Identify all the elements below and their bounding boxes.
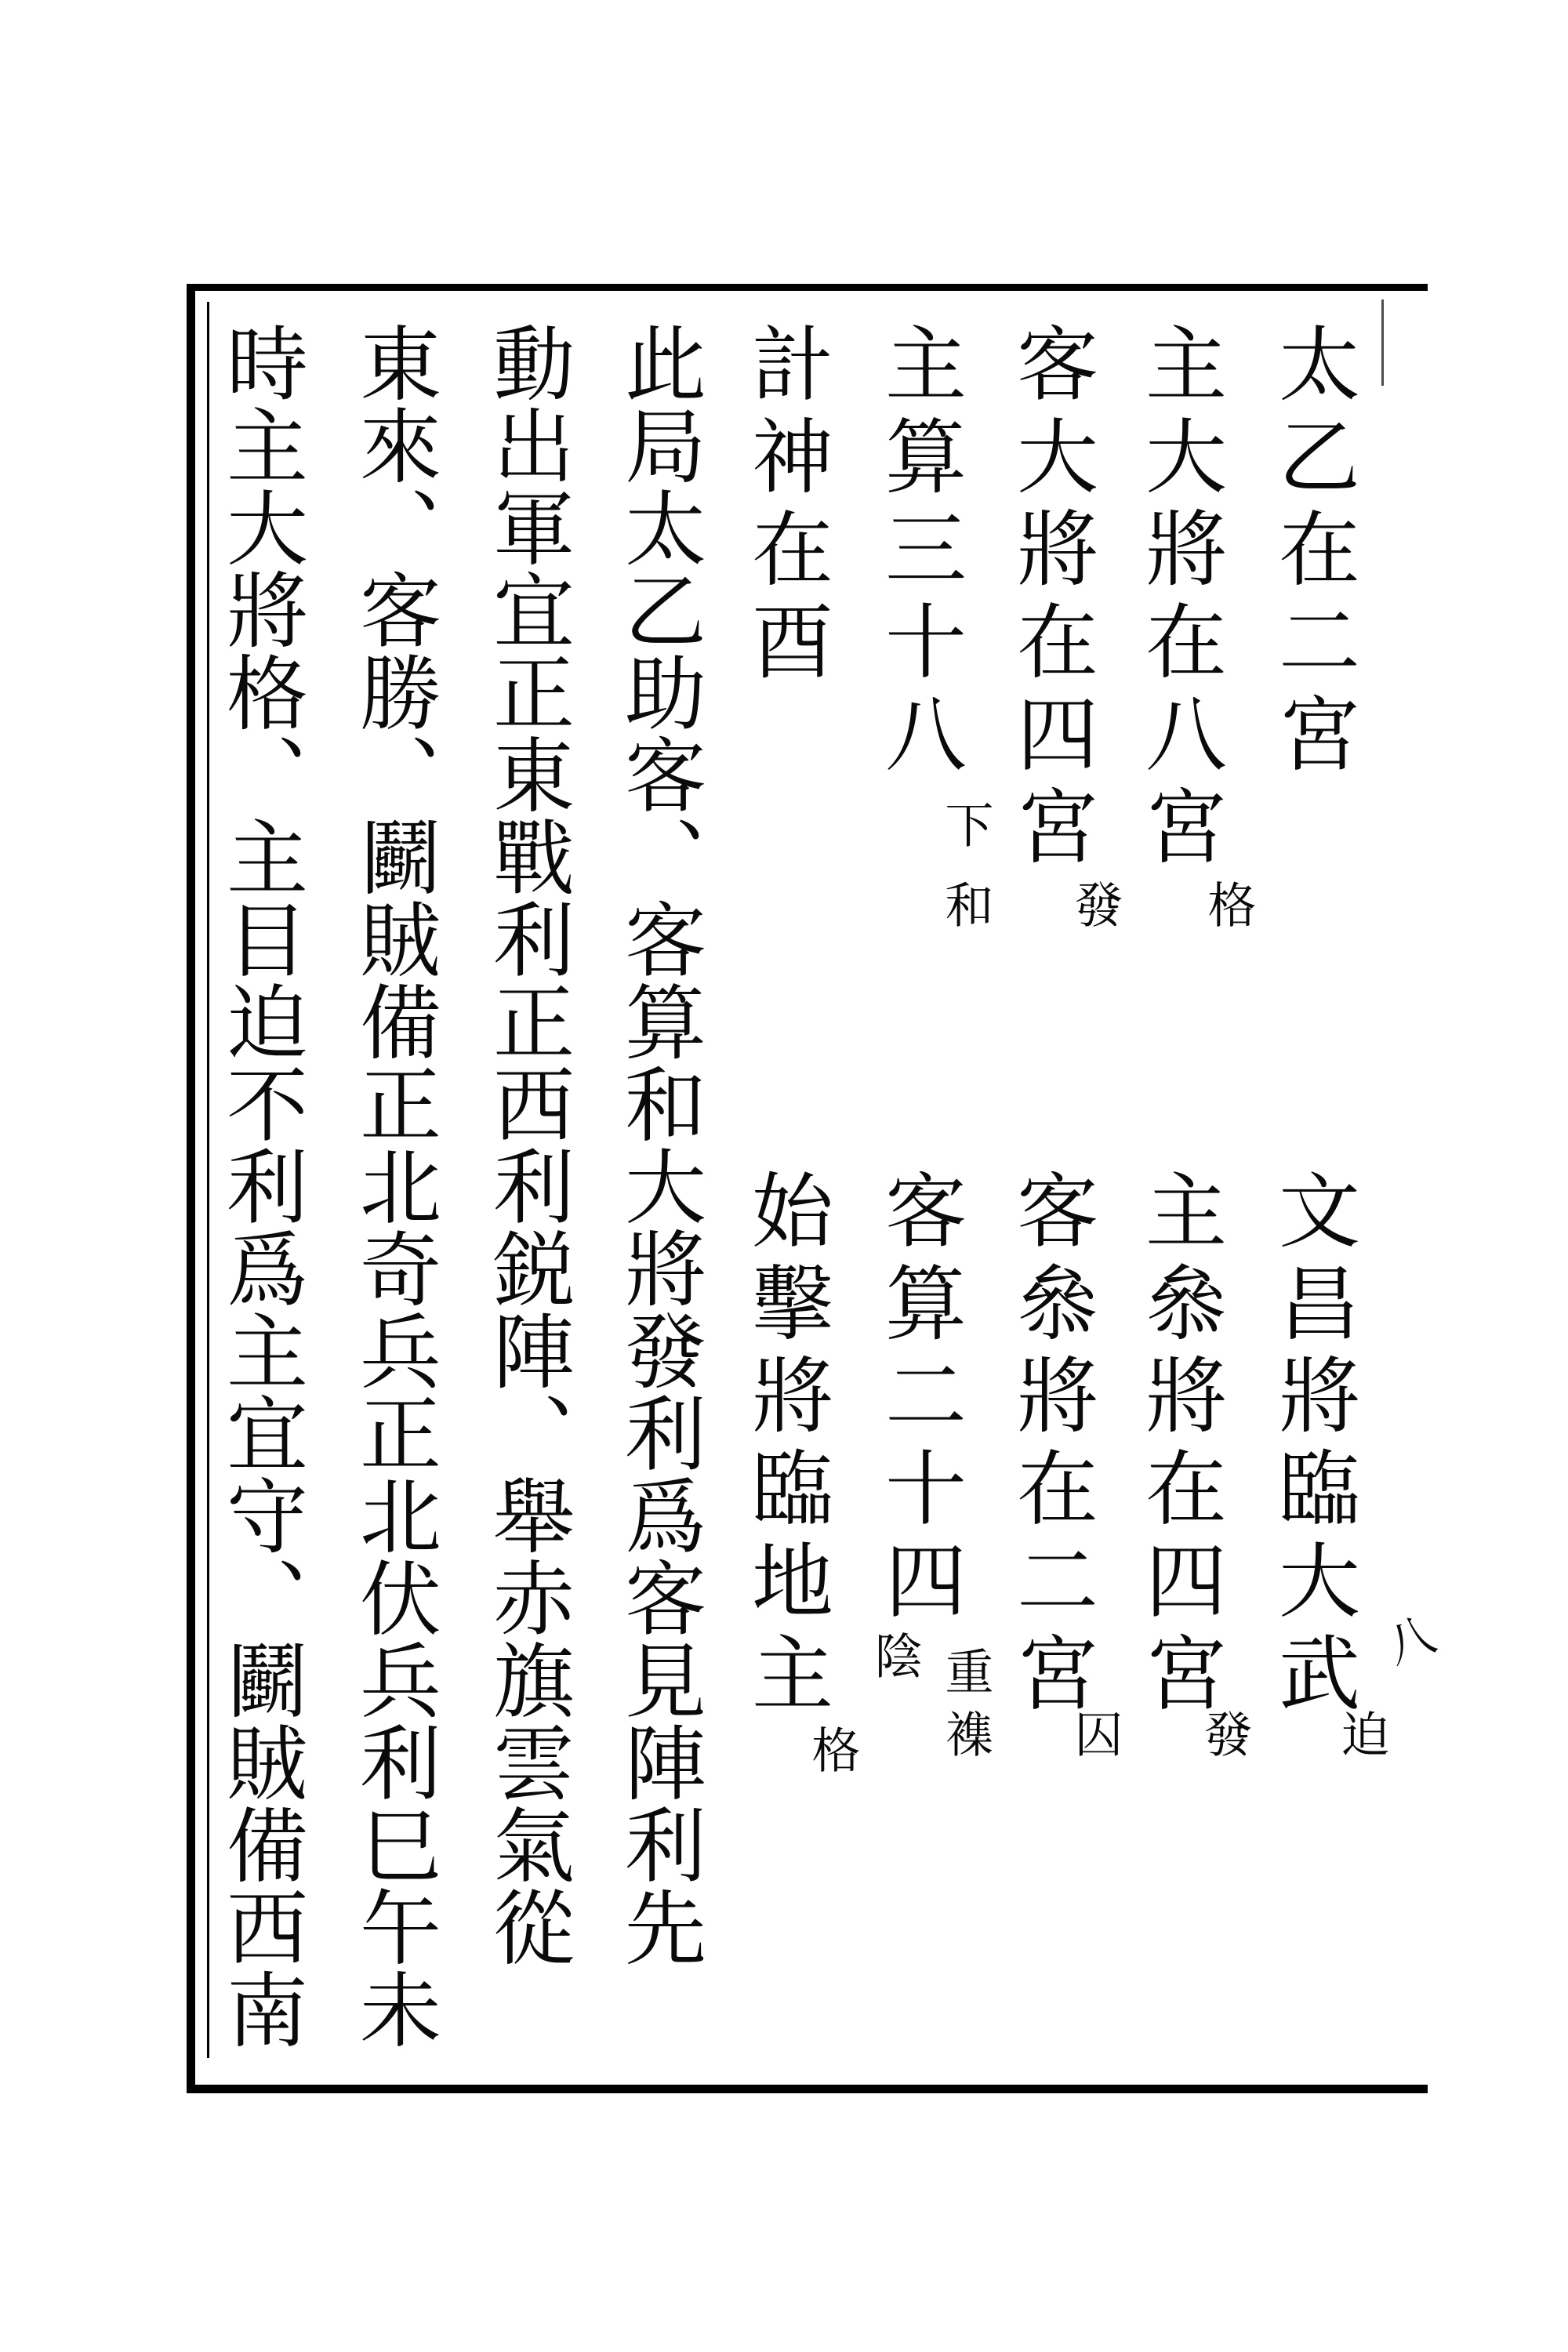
annotation-ge-2: 格 (804, 1725, 861, 1788)
annotation-yin: 陰 (866, 1631, 924, 1693)
text-column-14: 始擊將臨地主 (738, 1168, 833, 1723)
text-column-8: 東來、客勝、鬬賊備正北奇兵正北伏兵利巳午未 (346, 321, 441, 2050)
annotation-xia: 下 (937, 800, 994, 862)
text-column-10: 文昌將臨大武 (1265, 1168, 1360, 1723)
annotation-chongduo: 重襍 (937, 1646, 994, 1772)
text-column-11: 主叅將在四宮 (1131, 1168, 1227, 1723)
text-column-9: 時主大將格、主目迫不利爲主宜守、鬬賊備西南 (212, 321, 308, 2050)
corner-glyph: 八 (1379, 1606, 1443, 1675)
text-column-5: 計神在酉 (738, 321, 833, 691)
text-column-1: 太乙在二宮 (1265, 321, 1360, 784)
annotation-po: 迫 (1333, 1709, 1390, 1772)
text-column-3: 客大將在四宮 (1003, 321, 1098, 877)
text-column-12: 客叅將在二宮 (1003, 1168, 1098, 1723)
text-column-4: 主算三十八 (871, 321, 967, 784)
annotation-fa-1: 發 (1066, 880, 1123, 942)
annotation-fa-2: 發 (1196, 1709, 1253, 1772)
text-column-13: 客算二十四 (871, 1168, 967, 1631)
annotation-ge-1: 格 (1200, 880, 1257, 942)
annotation-he: 和 (937, 880, 994, 942)
annotation-qiu: 囚 (1066, 1709, 1123, 1772)
margin-edge-mark (1381, 299, 1415, 386)
text-column-2: 主大將在八宮 (1131, 321, 1227, 877)
text-column-6: 此局太乙助客、客算和大將發利爲客見陣利先 (611, 321, 706, 1968)
text-column-7: 動出軍宜正東戰利正西利鋭陣、舉赤旗雲氣從 (479, 321, 575, 1968)
